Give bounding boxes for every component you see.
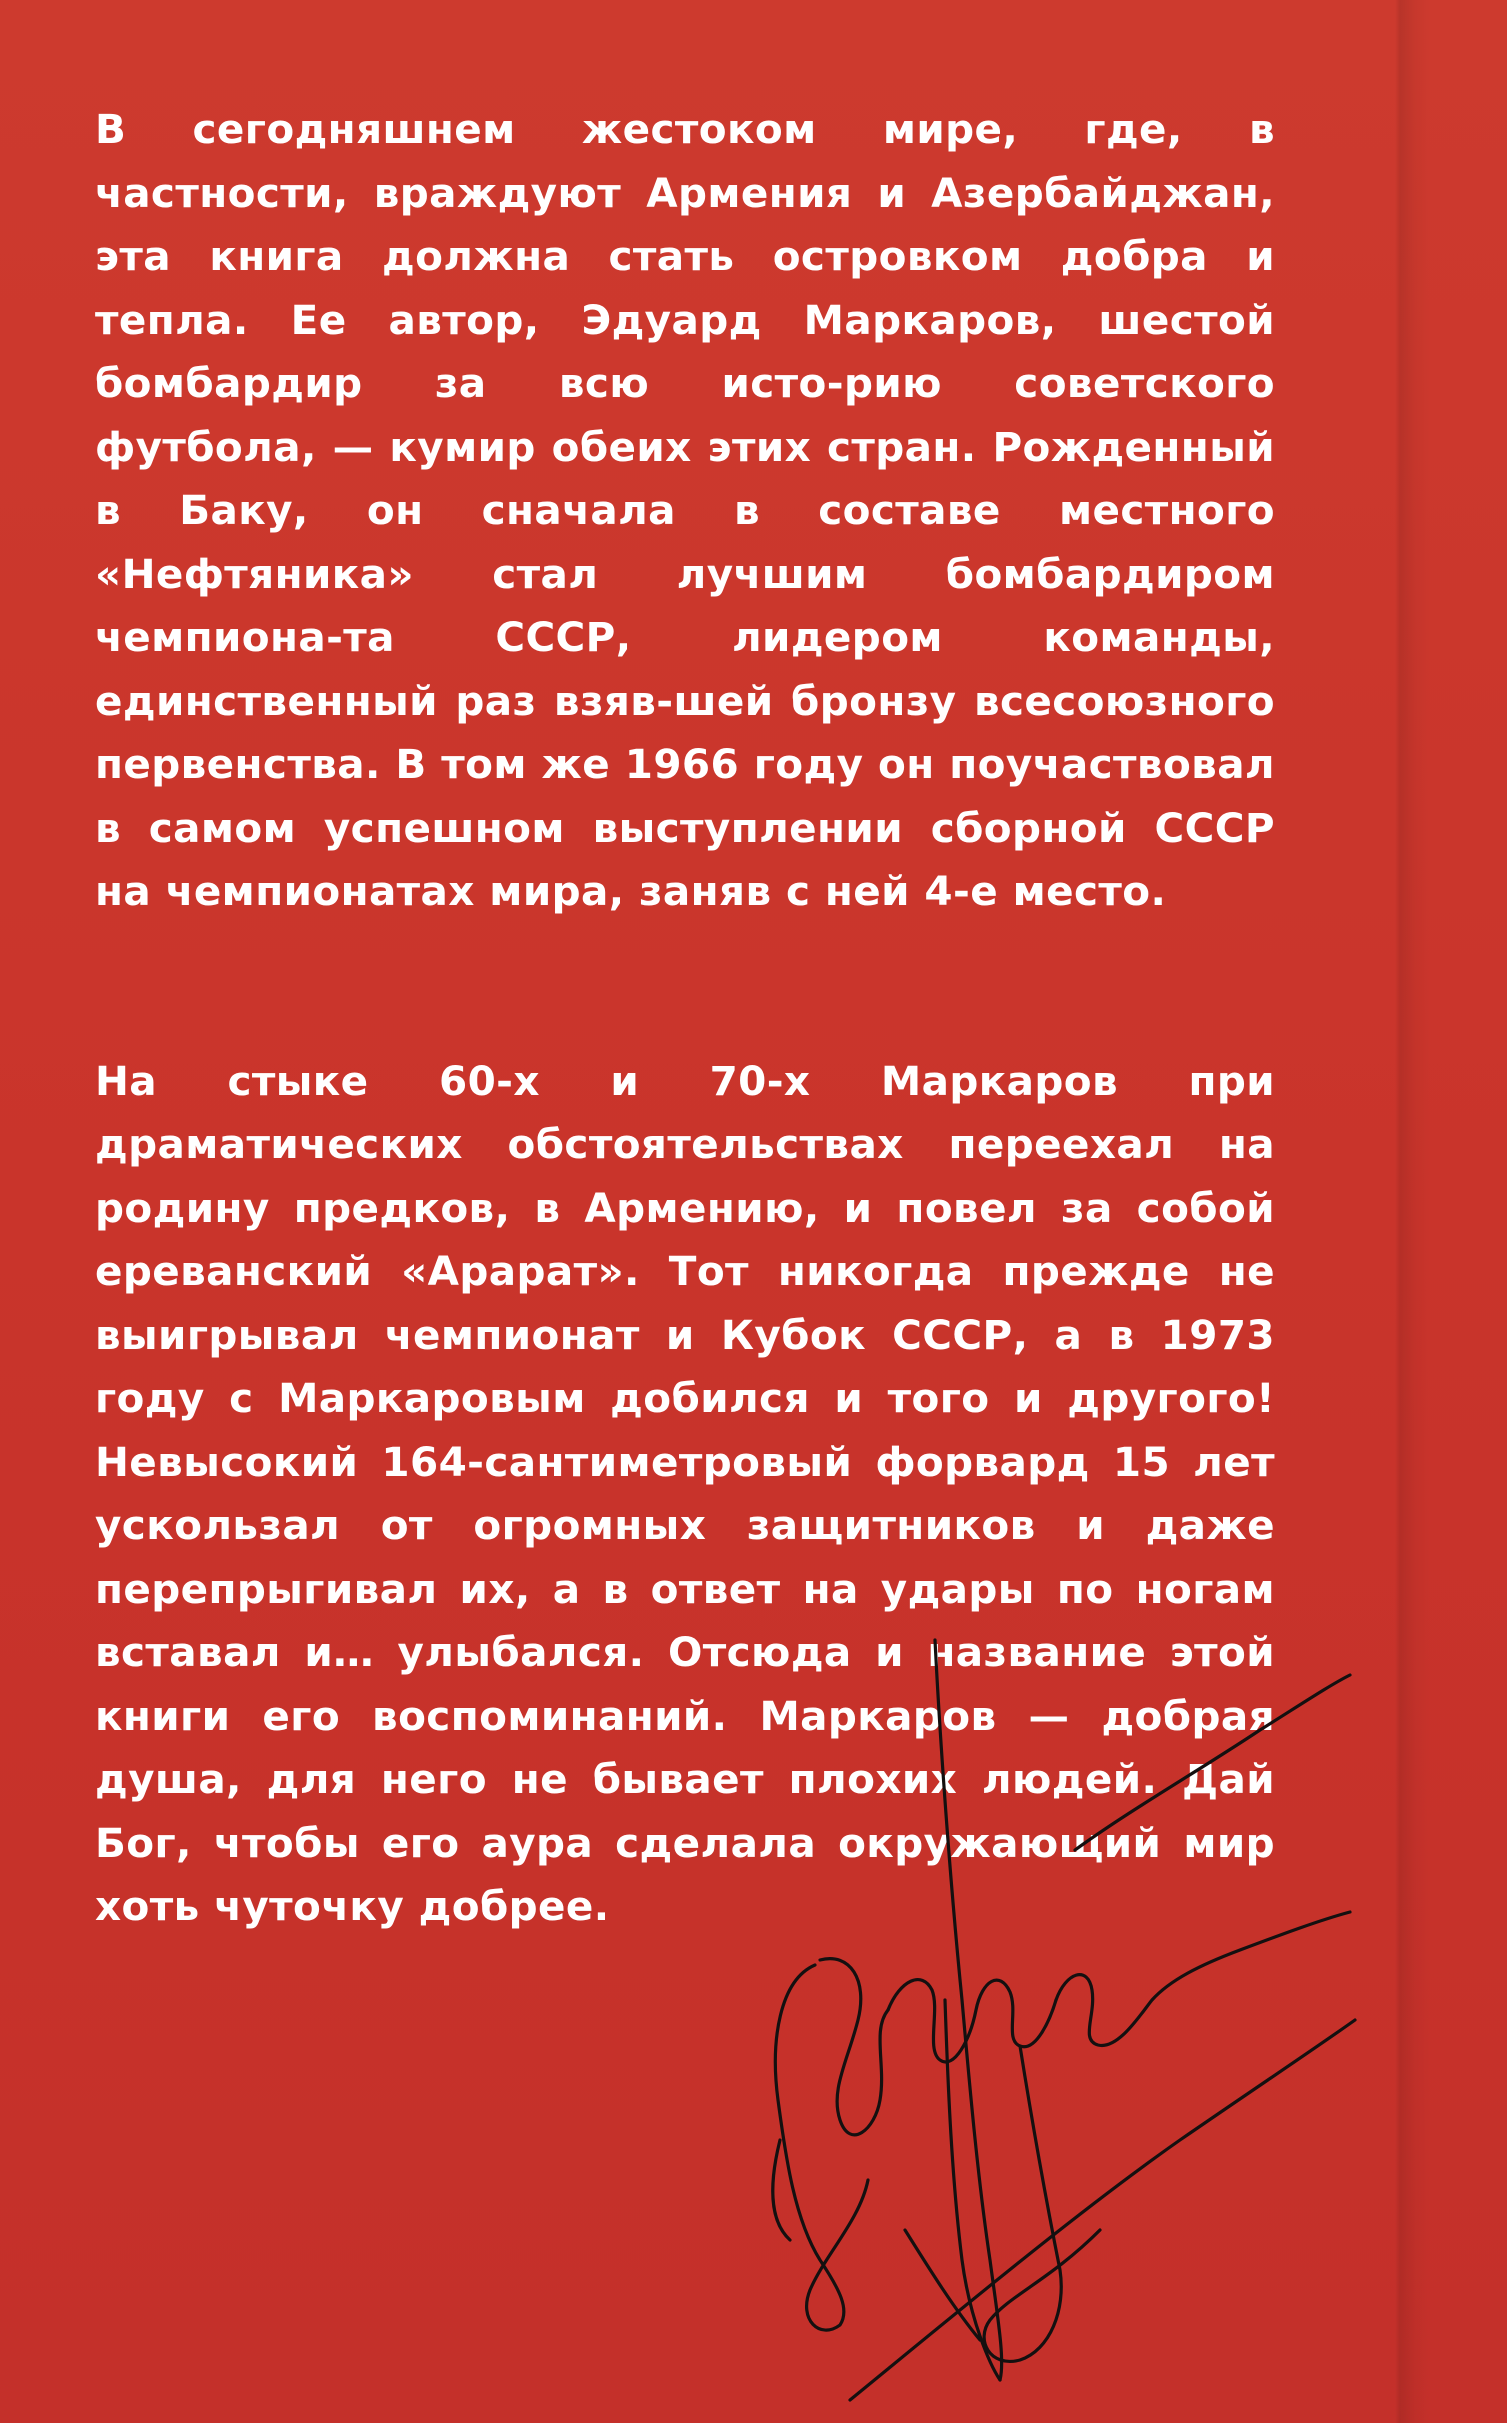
signature-stroke: [1075, 1675, 1350, 1850]
signature-stroke: [775, 1965, 868, 2330]
signature-stroke: [820, 1959, 888, 2135]
handwritten-signature-icon: [700, 1620, 1360, 2420]
signature-stroke: [984, 2046, 1100, 2361]
paragraph-2: На стыке 60-х и 70-х Маркаров при драматических обстоятельствах переехал на родину предков, в Армению, и повел за собой ереванский «Арарат». Тот никогда прежде не выигрывал чемпионат и Кубок СССР, а в 1973 году с Маркаровым добился и того и другого! Невысокий 164-сантиметровый форвард 15 лет ускользал от огромных защитников и даже перепрыгивал их, а в ответ на удары по ногам вставал и… улыбался. Отсюда и название этой книги его воспоминаний. Маркаров — добрая душа, для него не бывает плохих людей. Дай Бог, чтобы его аура сделала окружающий мир хоть чуточку добрее.: [95, 1056, 1275, 1930]
paragraph-spacer: [95, 924, 1275, 1050]
signature-stroke: [850, 2020, 1355, 2400]
signature-stroke: [1056, 1912, 1350, 2045]
signature-stroke: [888, 1980, 1056, 2062]
paragraph-1: В сегодняшнем жестоком мире, где, в частности, враждуют Армения и Азербайджан, эта книга должна стать островком добра и тепла. Ее автор, Эдуард Маркаров, шестой бомбардир за всю исто-рию советского футбола, — кумир обеих этих стран. Рожденный в Баку, он сначала в составе местного «Нефтяника» стал лучшим бомбардиром чемпиона-та СССР, лидером команды, единственный раз взяв-шей бронзу всесоюзного первенства. В том же 1966 году он поучаствовал в самом успешном выступлении сборной СССР на чемпионатах мира, заняв с ней 4-е место.: [95, 105, 1275, 915]
